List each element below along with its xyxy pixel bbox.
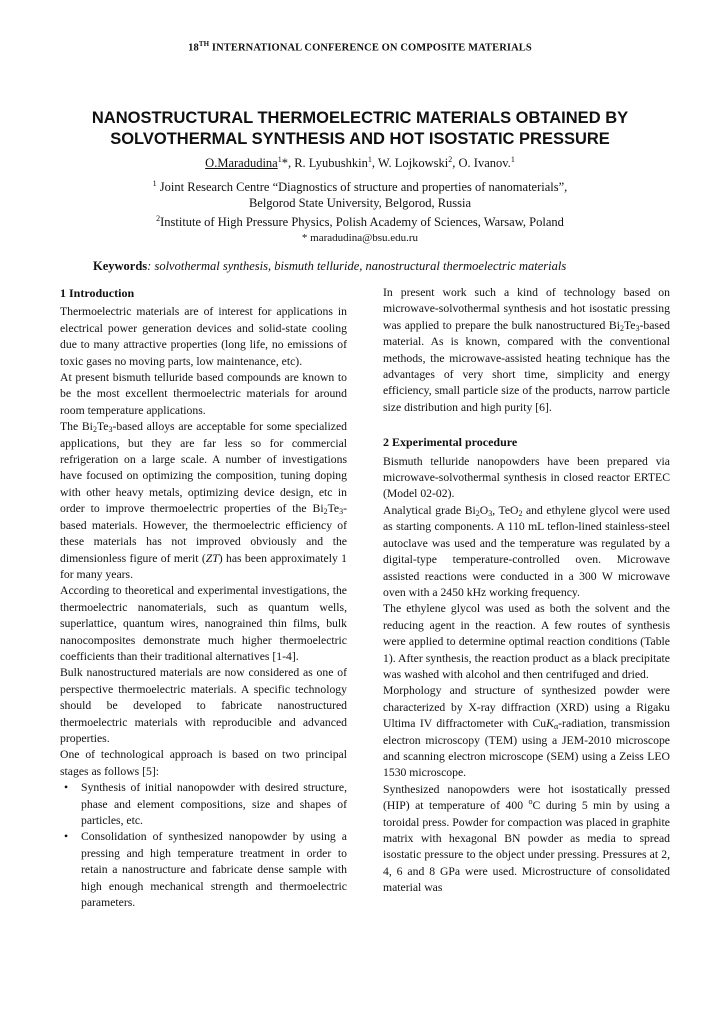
list-item: • Consolidation of synthesized nanopowder by using a pressing and high temperature treatment in order to retain a nanostructure and fabricate dense sample with high enough mechanical strength and thermoelectric parameters. xyxy=(81,829,347,911)
paragraph: Bismuth telluride nanopowders have been prepared via microwave-solvothermal synthesis in closed reactor ERTEC (Model 02-02). xyxy=(383,454,670,501)
first-author: O.Maradudina xyxy=(205,156,278,171)
section-heading-experimental: 2 Experimental procedure xyxy=(383,435,518,450)
bullet-list xyxy=(60,780,347,911)
paragraph: According to theoretical and experimental investigations, the thermoelectric nanomaterials, such as quantum wells, superlattice, quantum wires, nanograined thin films, bulk nanocomposites demonstrate much higher thermoelectric coefficients than their traditional alternatives [1-4]. xyxy=(60,584,347,663)
conference-header: 18TH INTERNATIONAL CONFERENCE ON COMPOSITE MATERIALS xyxy=(188,40,532,54)
paragraph: Morphology and structure of synthesized powder were characterized by X-ray diffraction (XRD) using a Rigaku Ultima IV diffractometer with CuK$_\alpha$-radiation, transmission electron microscopy (TEM) using a JEM-2010 microscope and scanning electron microscope (SEM) using a Zeiss LEO 1530 microscope. xyxy=(383,684,670,780)
affiliations xyxy=(60,176,660,246)
paragraph: The $Bi_2Te_3$-based alloys are acceptable for some specialized applications, but they are far less so for commercial refrigeration on a large scale. A number of investigations have focused on optimizing the composition, tuning doping with other heavy metals, optimizing device design, etc in order to improve thermoelectric properties of the $Bi_2Te_3$-based materials. However, the thermoelectric efficiency of these materials has not improved obviously and the dimensionless figure of merit (ZT) has been approximately 1 for many years. xyxy=(60,420,347,581)
list-item: • Synthesis of initial nanopowder with desired structure, phase and element compositions, size and shapes of particles, etc. xyxy=(81,780,347,829)
keywords: Keywords: solvothermal synthesis, bismuth telluride, nanostructural thermoelectric materials xyxy=(93,259,567,273)
author-list: O.Maradudina$^1$*, R. Lyubushkin$^1$, W. Lojkowski$^2$, O. Ivanov.$^1$ xyxy=(205,155,515,171)
paragraph: Bulk nanostructured materials are now considered as one of perspective thermoelectric materials. A specific technology should be developed to fabricate nanostructured thermoelectric materials with reproducible and advanced properties. xyxy=(60,666,347,745)
left-column xyxy=(60,285,347,911)
contact-email: * maradudina@bsu.edu.ru xyxy=(301,232,419,245)
paragraph: In present work such a kind of technology based on microwave-solvothermal synthesis and hot isostatic pressing was applied to prepare the bulk nanostructured $Bi_2Te_3$-based material. As is known, compared with the conventional methods, the microwave-assisted heating technique has the advantages of very short time, simplicity and energy efficiency, small particle size of the products, narrow particle size distribution and high purity [6]. xyxy=(383,286,670,414)
paragraph: The ethylene glycol was used as both the solvent and the reducing agent in the reaction. A few routes of synthesis were applied to determine optimal reaction conditions (Table 1). After synthesis, the reaction product as a black precipitate was washed with alcohol and then centrifuged and dried. xyxy=(383,602,670,681)
section-heading-introduction: 1 Introduction xyxy=(60,286,135,300)
paragraph: Thermoelectric materials are of interest for applications in electrical power generation devices and solid-state cooling due to many attractive properties (long life, no emissions of toxic gases no moving parts, low maintenance, etc). xyxy=(60,305,347,368)
title-line-1: NANOSTRUCTURAL THERMOELECTRIC MATERIALS OBTAINED BY xyxy=(91,109,629,127)
affiliation-1-city: Belgorod State University, Belgorod, Russia xyxy=(248,196,472,211)
paragraph: Analytical grade $Bi_2O_3$, TeO$_2$ and ethylene glycol were used as starting components. A 110 mL teflon-lined stainless-steel autoclave was used and the temperature was regulated by a digital-type temperature-controlled oven. Microwave assisted reactions were conducted in a 300 W microwave oven with a 2450 kHz working frequency. xyxy=(383,503,670,599)
paragraph: Synthesized nanopowders were hot isostatically pressed (HIP) at temperature of 400 $^o$C during 5 min by using a toroidal press. Powder for compaction was placed in graphite matrix with hexagonal BN powder as media to spread isostatic pressure to the object under pressing. Pressures at 2, 4, 6 and 8 GPa were used. Microstructure of consolidated material was xyxy=(383,782,670,895)
affiliation-1: $^1$ Joint Research Centre “Diagnostics of structure and properties of nanomaterials”, xyxy=(152,179,568,195)
paragraph: At present bismuth telluride based compounds are known to be the most excellent thermoelectric materials for around room temperature applications. xyxy=(60,371,347,417)
paper-title xyxy=(60,108,660,150)
paragraph: One of technological approach is based on two principal stages as follows [5]: xyxy=(60,748,347,778)
affiliation-2: $^2$Institute of High Pressure Physics, Polish Academy of Sciences, Warsaw, Poland xyxy=(156,214,564,230)
title-line-2: SOLVOTHERMAL SYNTHESIS AND HOT ISOSTATIC PRESSURE xyxy=(110,130,610,148)
right-column xyxy=(383,285,670,897)
